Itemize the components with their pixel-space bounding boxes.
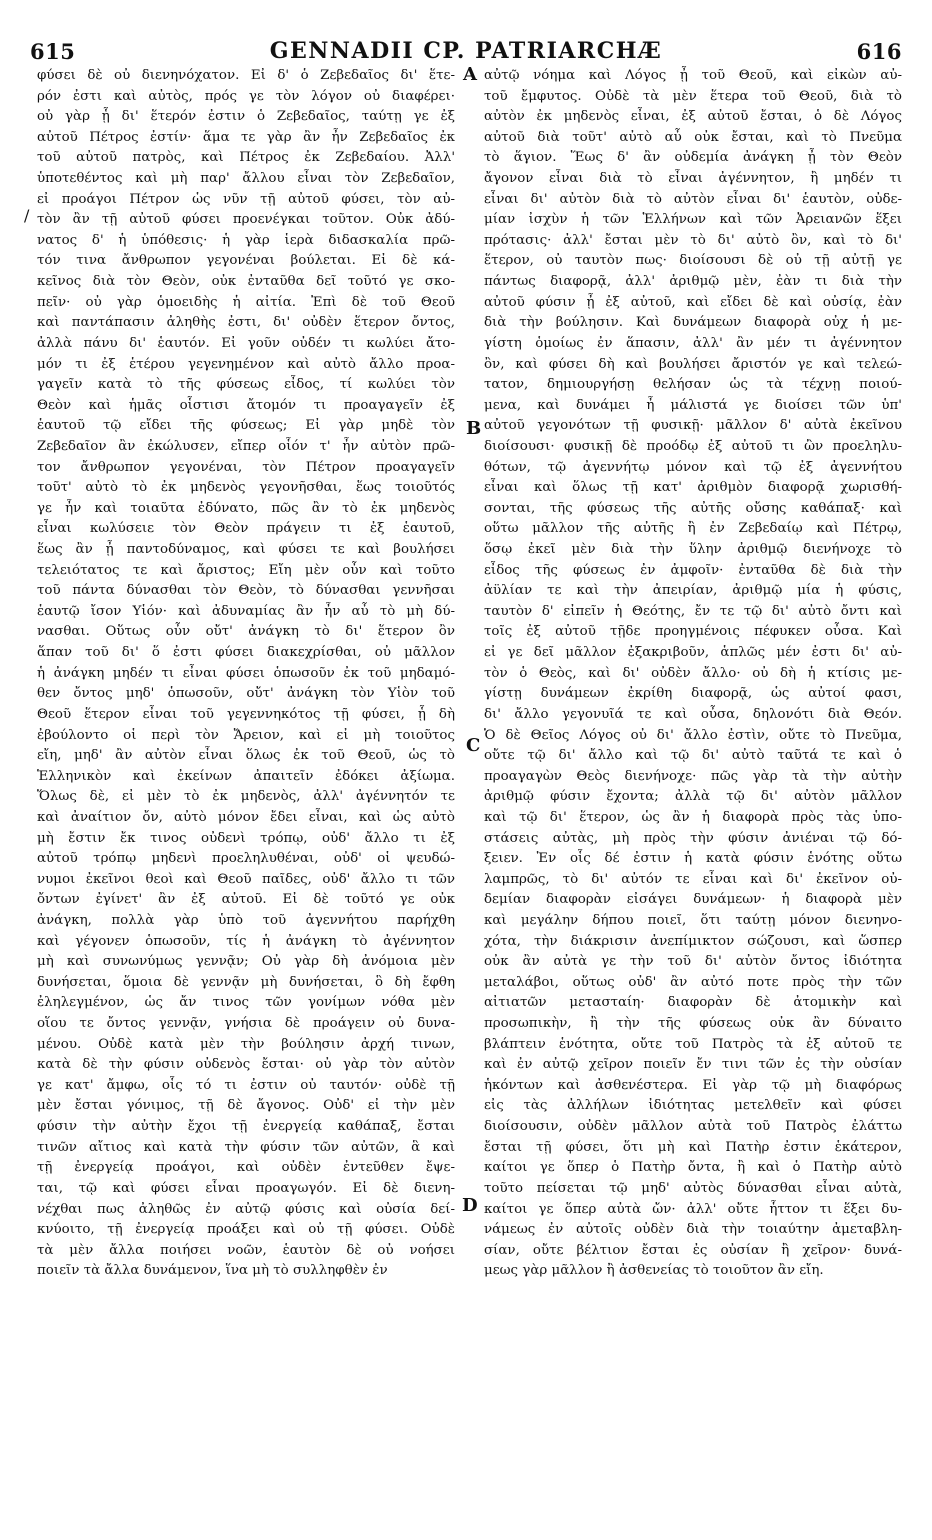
text-line: ἀνάγκη, πολλὰ γὰρ ὑπὸ τοῦ ἀγεννήτου παρήχθη xyxy=(37,912,455,928)
text-line: ποιεῖν τὰ ἄλλα δυνάμενον, ἵνα μὴ τὸ συλληφθὲν ἐν xyxy=(37,1263,388,1279)
text-line: ἕως ἂν ᾖ παντοδύναμος, καὶ φύσει τε καὶ βουλήσει xyxy=(37,542,455,558)
page-header xyxy=(30,30,902,64)
text-line: μὴ ἔστιν ἔκ τινος οὐδενὶ τρόπῳ, οὐδ' ἄλλο τι ἐξ xyxy=(37,830,455,846)
text-line: οὕτω μᾶλλον τῆς αὐτῆς ἢ ἐν Ζεβεδαίῳ καὶ Πέτρῳ, xyxy=(484,521,902,537)
text-line: τόν τινα ἄνθρωπον γεγονέναι βούλεται. Εἰ δὲ κά- xyxy=(37,253,455,269)
text-line: λαμπρῶς, τὸ δι' αὐτόν τε εἶναι καὶ δι' ἐκεῖνον οὐ- xyxy=(484,871,902,887)
text-line: τοῦτο πείσεται τῷ μηδ' αὐτὸς δύνασθαι εἶναι αὐτὰ, xyxy=(484,1180,902,1196)
text-line: προσωπικὴν, ἢ τὴν τῆς φύσεως οὐκ ἂν δύναιτο xyxy=(484,1016,902,1032)
text-line: ξειεν. Ἐν οἷς δέ ἐστιν ἡ κατὰ φύσιν ἑνότης οὕτω xyxy=(484,851,902,867)
text-line: κνύοιτο, τῇ ἐνεργείᾳ προάξει καὶ οὐ τῇ φύσει. Οὐδὲ xyxy=(37,1222,455,1238)
text-line: νυμοι ἐκεῖνοι θεοὶ καὶ Θεοῦ παῖδες, οὐδ' ἄλλο τι τῶν xyxy=(37,871,455,887)
text-line: τινῶν αἴτιος καὶ κατὰ τὴν φύσιν τῶν αὐτῶν, ἃ καὶ xyxy=(37,1139,455,1155)
text-line: νασθαι. Οὕτως οὖν οὔτ' ἀνάγκη τὸ δι' ἕτερον ὂν xyxy=(37,624,455,640)
text-line: τοῦ ἔμφυτος. Οὐδὲ τὰ μὲν ἕτερα τοῦ Θεοῦ, διὰ τὸ xyxy=(484,88,902,104)
text-line: μεως γὰρ μᾶλλον ἢ ἀσθενείας τὸ τοιοῦτον ἂν εἴη. xyxy=(484,1263,824,1279)
section-marker-d: D xyxy=(462,1195,478,1216)
text-line: καὶ γέγονεν ὁπωσοῦν, τίς ἡ ἀνάγκη τὸ ἀγέννητον xyxy=(37,933,455,949)
text-line: θότων, τῷ ἀγεννήτῳ μόνον καὶ τῷ ἐξ ἀγεννήτου xyxy=(484,459,902,475)
text-line: αὐτοῦ Πέτρος ἐστίν· ἅμα τε γὰρ ἂν ἦν Ζεβεδαῖος ἐκ xyxy=(37,129,455,145)
text-line: αὐτοῦ τρόπῳ μηδενὶ προεληλυθέναι, οὐδ' οἱ ψευδώ- xyxy=(37,851,455,867)
text-line: ἀλλὰ πάνυ δι' ἑαυτόν. Εἰ γοῦν οὐδέν τι κωλύει ἄτο- xyxy=(37,335,455,351)
text-line: ἅπαν τοῦ δι' ὅ ἐστι φύσει διακεχρίσθαι, οὐ μᾶλλον xyxy=(37,645,455,661)
text-line: καὶ παντάπασιν ἀληθὴς ἐστι, δι' οὐδὲν ἕτερον ὄντος, xyxy=(37,315,455,331)
text-line: Ζεβεδαῖον ἂν ἐκώλυσεν, εἴπερ οἷόν τ' ἦν αὐτὸν πρῶ- xyxy=(37,438,455,454)
section-marker-c: C xyxy=(466,735,481,756)
text-line: γε ἦν καὶ τοιαῦτα ἐδύνατο, πῶς ἂν τὸ ἐκ μηδενὸς xyxy=(37,500,455,516)
text-line: εἶναι καὶ ὅλως τῇ κατ' ἀριθμὸν διαφορᾷ χωρισθή- xyxy=(484,480,902,496)
text-line: διοίσουσι· φυσικῇ δὲ προόδῳ ἐξ αὐτοῦ τι ὢν προεληλυ- xyxy=(484,438,902,454)
text-line: αὐτοῦ φύσιν ᾖ ἐξ αὐτοῦ, καὶ εἴδει δὲ καὶ οὐσίᾳ, ἐὰν xyxy=(484,294,902,310)
text-line: ται, τῷ καὶ φύσει εἶναι προαγωγόν. Εἰ δὲ διενη- xyxy=(37,1180,455,1196)
text-line: ὅσῳ ἐκεῖ μὲν διὰ τὴν ὕλην ἀριθμῷ διενήνοχε τὸ xyxy=(484,542,902,558)
margin-mark: / xyxy=(24,206,30,225)
text-line: Θεοῦ ἕτερον εἶναι τοῦ γεγεννηκότος τῇ φύσει, ᾗ δὴ xyxy=(37,706,455,722)
text-line: καὶ τῷ δι' ἕτερον, ὡς ἂν ἡ διαφορὰ πρὸς τὰς ὑπο- xyxy=(484,809,902,825)
text-line: τοῦ πάντα δύνασθαι τὸν Θεὸν, τὸ δύνασθαι γεννῆσαι xyxy=(37,583,455,599)
text-line: δυνήσεται, ὅμοια δὲ γεννᾷν μὴ δυνήσεται, ὃ δὴ ἔφθη xyxy=(37,974,455,990)
text-line: δεμίαν διαφορὰν εἰσάγει δυνάμεων· ἡ διαφορὰ μὲν xyxy=(484,892,902,908)
text-line: αὐτοῦ διὰ τοῦτ' αὐτὸ αὖ οὐκ ἔσται, καὶ τὸ Πνεῦμα xyxy=(484,129,902,145)
text-line: εἶναι κωλύσειε τὸν Θεὸν πράγειν τι ἐξ ἑαυτοῦ, xyxy=(37,521,455,537)
text-line: αὐτῷ νόημα καὶ Λόγος ᾖ τοῦ Θεοῦ, καὶ εἰκὼν αὐ- xyxy=(484,68,902,83)
text-line: τὰ μὲν ἄλλα ποιήσει νοῶν, ἑαυτὸν δὲ οὐ νοήσει xyxy=(37,1242,455,1258)
text-line: τον ἄνθρωπον γεγονέναι, τὸν Πέτρον προαγαγεῖν xyxy=(37,459,455,475)
text-line: ἐβούλοντο οἱ περὶ τὸν Ἄρειον, καὶ εἰ μὴ τοιοῦτος xyxy=(37,727,455,743)
text-line: εἰ γε δεῖ μᾶλλον ἐξακριβοῦν, ἁπλῶς μέν ἐστι δι' αὐ- xyxy=(484,645,902,661)
text-line: καίτοι γε ὅπερ αὐτὰ ὤν· ἀλλ' οὔτε ἧττον τι ἕξει δυ- xyxy=(484,1201,902,1217)
text-line: ἡ ἀνάγκη μηδέν τι εἶναι φύσει ὁπωσοῦν ἐκ τοῦ μηδαμό- xyxy=(37,665,455,681)
text-line: μεταλάβοι, οὕτως οὐδ' ἂν αὐτό ποτε πρὸς τὴν τῶν xyxy=(484,974,902,990)
section-marker-b: B xyxy=(466,418,482,439)
text-line: ἀριθμῷ φύσιν ἔχοντα; ἀλλὰ τῷ δι' αὐτὸν μᾶλλον xyxy=(484,789,902,805)
section-marker-a: A xyxy=(463,64,477,85)
text-line: μίαν ἰσχὺν ἡ τῶν Ἑλλήνων καὶ τῶν Ἀρειανῶν ἕξει xyxy=(484,212,902,228)
text-line: τατον, δημιουργήσῃ θελήσαν ὡς τὰ τέχνῃ ποιού- xyxy=(484,377,902,393)
text-line: φύσιν τὴν αὐτὴν ἔχοι τῇ ἐνεργείᾳ καθάπαξ, ἔσται xyxy=(37,1119,455,1135)
text-line: τελειότατος τε καὶ ἄριστος; Εἴη μὲν οὖν καὶ τοῦτο xyxy=(37,562,455,578)
text-line: αὐτὸν ἐκ μηδενὸς εἶναι, ἐξ αὐτοῦ ἔσται, ὁ δὲ Λόγος xyxy=(484,109,902,125)
text-line: γίστη ὁμοίως ἐν ἅπασιν, ἀλλ' ἂν μέν τι ἀγέννητον xyxy=(484,335,902,351)
text-line: ἑαυτοῦ τῷ εἴδει τῆς φύσεως; Εἰ γὰρ μηδὲ τὸν xyxy=(37,418,455,434)
text-line: ἀϋλίαν τε καὶ τὴν ἀπειρίαν, ἀριθμῷ μία ἡ φύσις, xyxy=(484,583,902,599)
text-line: πρότασις· ἀλλ' ἔσται μὲν τὸ δι' αὐτὸ ὂν, καὶ τὸ δι' xyxy=(484,232,902,248)
text-line: εἶδος τῆς φύσεως ἐν ἀμφοῖν· ἐνταῦθα δὲ διὰ τὴν xyxy=(484,562,902,578)
text-line: τὸν ὁ Θεὸς, καὶ δι' οὐδὲν ἄλλο· οὐ δὴ ἡ κτίσις με- xyxy=(484,665,902,681)
text-line: οὐ γὰρ ᾗ δι' ἕτερόν ἐστιν ὁ Ζεβεδαῖος, ταύτῃ γε ἐξ xyxy=(37,109,455,125)
text-line: Ὅλως δὲ, εἰ μὲν τὸ ἐκ μηδενὸς, ἀλλ' ἀγέννητόν τε xyxy=(37,789,455,805)
text-line: Ἑλληνικὸν καὶ ἐκείνων ἀπαιτεῖν ἐδόκει ἀξίωμα. xyxy=(37,768,455,784)
text-line: καὶ ἐν αὐτῷ χεῖρον ποιεῖν ἔν τινι τῶν ἐς τὴν οὐσίαν xyxy=(484,1057,902,1073)
text-line: ὂν, καὶ φύσει δὴ καὶ βουλήσει ἄριστόν γε καὶ τελεώ- xyxy=(484,356,902,372)
left-text-column xyxy=(37,66,455,1524)
text-line: ταυτὸν δ' εἰπεῖν ἡ Θεότης, ἔν τε τῷ δι' αὐτὸ ὄντι καὶ xyxy=(484,603,902,619)
text-line: Θεὸν καὶ ἡμᾶς οἷστισι ἄτομόν τι προαγαγεῖν ἐξ xyxy=(37,397,455,413)
text-line: εἴη, μηδ' ἂν αὐτὸν εἶναι ὅλως ἐκ τοῦ Θεοῦ, ὡς τὸ xyxy=(37,748,455,764)
text-line: χότα, τὴν διάκρισιν ἀνεπίμικτον σώζουσι, καὶ ὥσπερ xyxy=(484,933,902,949)
text-line: εἰς τὰς ἀλλήλων ἰδιότητας μετελθεῖν καὶ φύσει xyxy=(484,1098,902,1114)
text-line: ἑαυτῷ ἴσον Υἱόν· καὶ ἀδυναμίας ἂν ἦν αὖ τὸ μὴ δύ- xyxy=(37,603,455,619)
text-line: ἐληλεγμένον, ὡς ἄν τινος τῶν γονίμων νόθα μὲν xyxy=(37,995,455,1011)
text-line: μενα, καὶ δυνάμει ἦ μάλιστά γε διοίσει τῶν ὑπ' xyxy=(484,397,902,413)
text-line: μὴ καὶ συνωνύμως γεννᾷν; Οὐ γὰρ δὴ ἀνόμοια μὲν xyxy=(37,954,455,970)
text-line: πεῖν· οὐ γὰρ ὁμοειδὴς ἡ αἰτία. Ἐπὶ δὲ τοῦ Θεοῦ xyxy=(37,294,455,310)
text-line: νάμεως ἐν αὐτοῖς οὐδὲν διὰ τὴν τοιαύτην ἀμεταβλη- xyxy=(484,1222,902,1238)
text-line: σονται, τῆς φύσεως τῆς αὐτῆς οὔσης καθάπαξ· καὶ xyxy=(484,500,902,516)
text-line: διὰ τὴν βούλησιν. Καὶ δυνάμεων διαφορὰ οὐχ ἡ με- xyxy=(484,315,902,331)
text-line: κεῖνος διὰ τὸν Θεὸν, οὐκ ἐνταῦθα δεῖ τοῦτό γε σκο- xyxy=(37,274,455,290)
text-line: οὔτε τῷ δι' ἄλλο καὶ τῷ δι' αὐτὸ ταῦτά τε καὶ ὁ xyxy=(484,748,902,764)
text-line: τοῦτ' αὐτὸ τὸ ἐκ μηδενὸς γεγονῆσθαι, ἕως τοιοῦτός xyxy=(37,480,455,496)
text-line: κατὰ δὲ τὴν φύσιν οὐδενὸς ἔσται· οὐ γὰρ τὸν αὐτὸν xyxy=(37,1057,455,1073)
text-line: νέχθαι πως ἀληθῶς ἐν αὐτῷ φύσις καὶ οὐσία δεί- xyxy=(37,1201,455,1217)
text-line: ὑποτεθέντος καὶ μὴ παρ' ἄλλου εἶναι τὸν Ζεβεδαῖον, xyxy=(37,171,455,187)
text-line: αὐτοῦ γεγονότων τῇ φυσικῇ· μᾶλλον δ' αὐτὰ ἐκεῖνου xyxy=(484,418,902,434)
text-line: τοῖς ἐξ αὐτοῦ τῇδε προηγμένοις πέφυκεν οὖσα. Καὶ xyxy=(484,624,902,640)
text-line: μὲν ἔσται γόνιμος, τῇ δὲ ἄγονος. Οὐδ' εἰ τὴν μὲν xyxy=(37,1098,455,1114)
text-line: ἡκόντων καὶ ἀσθενέστερα. Εἰ γὰρ τῷ μὴ διαφόρως xyxy=(484,1077,902,1093)
text-line: βλάπτειν ἑνότητα, οὔτε τοῦ Πατρὸς τὰ ἐξ αὐτοῦ τε xyxy=(484,1036,902,1052)
text-line: φύσει δὲ οὐ διενηνόχατον. Εἰ δ' ὁ Ζεβεδαῖος δι' ἕτε- xyxy=(37,68,455,83)
text-line: γίστῃ δυνάμεων ἐκρίθη διαφορᾷ, ὡς αὐτοί φασι, xyxy=(484,686,902,702)
text-line: εἶναι δι' αὐτὸν διὰ τὸ αὐτὸν εἶναι δι' ἑαυτὸν, οὐδε- xyxy=(484,191,902,207)
text-line: στάσεις αὐτὰς, μὴ πρὸς τὴν φύσιν ἀνιέναι τῷ δό- xyxy=(484,830,902,846)
text-line: καίτοι γε ὅπερ ὁ Πατὴρ ὄντα, ἢ καὶ ὁ Πατὴρ αὐτὸ xyxy=(484,1160,902,1176)
text-line: ρόν ἐστι καὶ αὐτὸς, πρός γε τὸν λόγον οὐ διαφέρει· xyxy=(37,88,455,104)
text-line: προαγαγὼν Θεὸς διενήνοχε· πῶς γὰρ τὰ τὴν αὐτὴν xyxy=(484,768,902,784)
text-line: τὸν ἂν τῇ αὐτοῦ φύσει προενέγκαι τοῦτον. Οὐκ ἀδύ- xyxy=(37,212,455,228)
text-line: Ὁ δὲ Θεῖος Λόγος οὐ δι' ἄλλο ἐστὶν, οὔτε τὸ Πνεῦμα, xyxy=(484,727,902,743)
text-line: μένου. Οὐδὲ κατὰ μὲν τὴν βούλησιν ἀρχή τινων, xyxy=(37,1036,455,1052)
text-line: ἄγονον εἶναι διὰ τὸ εἶναι ἀγέννητον, ἢ μηδέν τι xyxy=(484,171,902,187)
text-line: ἔσται τῇ φύσει, ὅτι μὴ καὶ Πατὴρ ἐστιν ἑκάτερον, xyxy=(484,1139,902,1155)
text-line: οὐκ ἂν αὐτὰ γε τὴν τοῦ δι' αὐτὸν ὄντος ἰδιότητα xyxy=(484,954,902,970)
text-line: γε κατ' ἄμφω, οἷς τό τι ἐστιν οὐ ταυτόν· οὐδὲ τῇ xyxy=(37,1077,455,1093)
running-title: GENNADII CP. PATRIARCHÆ xyxy=(269,38,663,64)
text-line: πάντως διαφορᾷ, ἀλλ' ἀριθμῷ μὲν, ἐὰν τι διὰ τὴν xyxy=(484,274,902,290)
text-line: γαγεῖν κατὰ τὸ τῆς φύσεως εἶδος, τί κωλύει τὸν xyxy=(37,377,455,393)
text-line: ὄντων ἐγίνετ' ἂν ἐξ αὐτοῦ. Εἰ δὲ τοῦτό γε οὐκ xyxy=(37,892,455,908)
right-text-column xyxy=(484,66,902,1524)
text-line: καὶ μεγάλην δήπου ποιεῖ, ὅτι ταύτῃ μόνον διενηνο- xyxy=(484,912,902,928)
text-line: καὶ ἀναίτιον ὄν, αὐτὸ μόνον ἔδει εἶναι, καὶ ὡς αὐτὸ xyxy=(37,809,455,825)
text-line: θεν ὄντος μηδ' ὁπωσοῦν, οὔτ' ἀνάγκη τὸν Υἱὸν τοῦ xyxy=(37,686,455,702)
text-line: σίαν, οὔτε βέλτιον ἔσται ἐς οὐσίαν ἢ χεῖρον· δυνά- xyxy=(484,1242,902,1258)
text-line: δι' ἄλλο γεγονυῖά τε καὶ οὖσα, δηλονότι διὰ Θεόν. xyxy=(484,706,902,722)
text-line: οἵου τε ὄντος γεννᾷν, γνήσια δὲ προάγειν οὐ δυνα- xyxy=(37,1016,455,1032)
text-line: τοῦ αὐτοῦ πατρὸς, καὶ Πέτρος ἐκ Ζεβεδαίου. Ἀλλ' xyxy=(37,150,455,166)
text-line: εἰ προάγοι Πέτρον ὡς νῦν τῇ αὐτοῦ φύσει, τὸν αὐ- xyxy=(37,191,455,207)
right-page-number: 616 xyxy=(856,39,902,64)
text-line: τὸ ἅγιον. Ἕως δ' ἂν οὐδεμία ἀνάγκη ᾖ τὸν Θεὸν xyxy=(484,150,902,166)
text-line: νατος δ' ἡ ὑπόθεσις· ἡ γὰρ ἱερὰ διδασκαλία πρῶ- xyxy=(37,232,455,248)
text-line: διοίσουσιν, οὐδὲν μᾶλλον αὐτὰ τοῦ Πατρὸς ἐλάττω xyxy=(484,1119,902,1135)
text-line: ἕτερον, οὐ ταυτὸν πως· διοίσουσι δὲ οὐ τῇ αὐτῇ γε xyxy=(484,253,902,269)
left-page-number: 615 xyxy=(30,39,76,64)
text-line: αἰτιατῶν μετασταίη· διαφορὰν δὲ ἀτομικὴν καὶ xyxy=(484,995,902,1011)
text-line: μόν τι ἐξ ἑτέρου γεγενημένον καὶ αὐτὸ ἄλλο προα- xyxy=(37,356,455,372)
text-line: τῇ ἐνεργείᾳ προάγοι, καὶ οὐδὲν ἐντεῦθεν ἔψε- xyxy=(37,1160,455,1176)
